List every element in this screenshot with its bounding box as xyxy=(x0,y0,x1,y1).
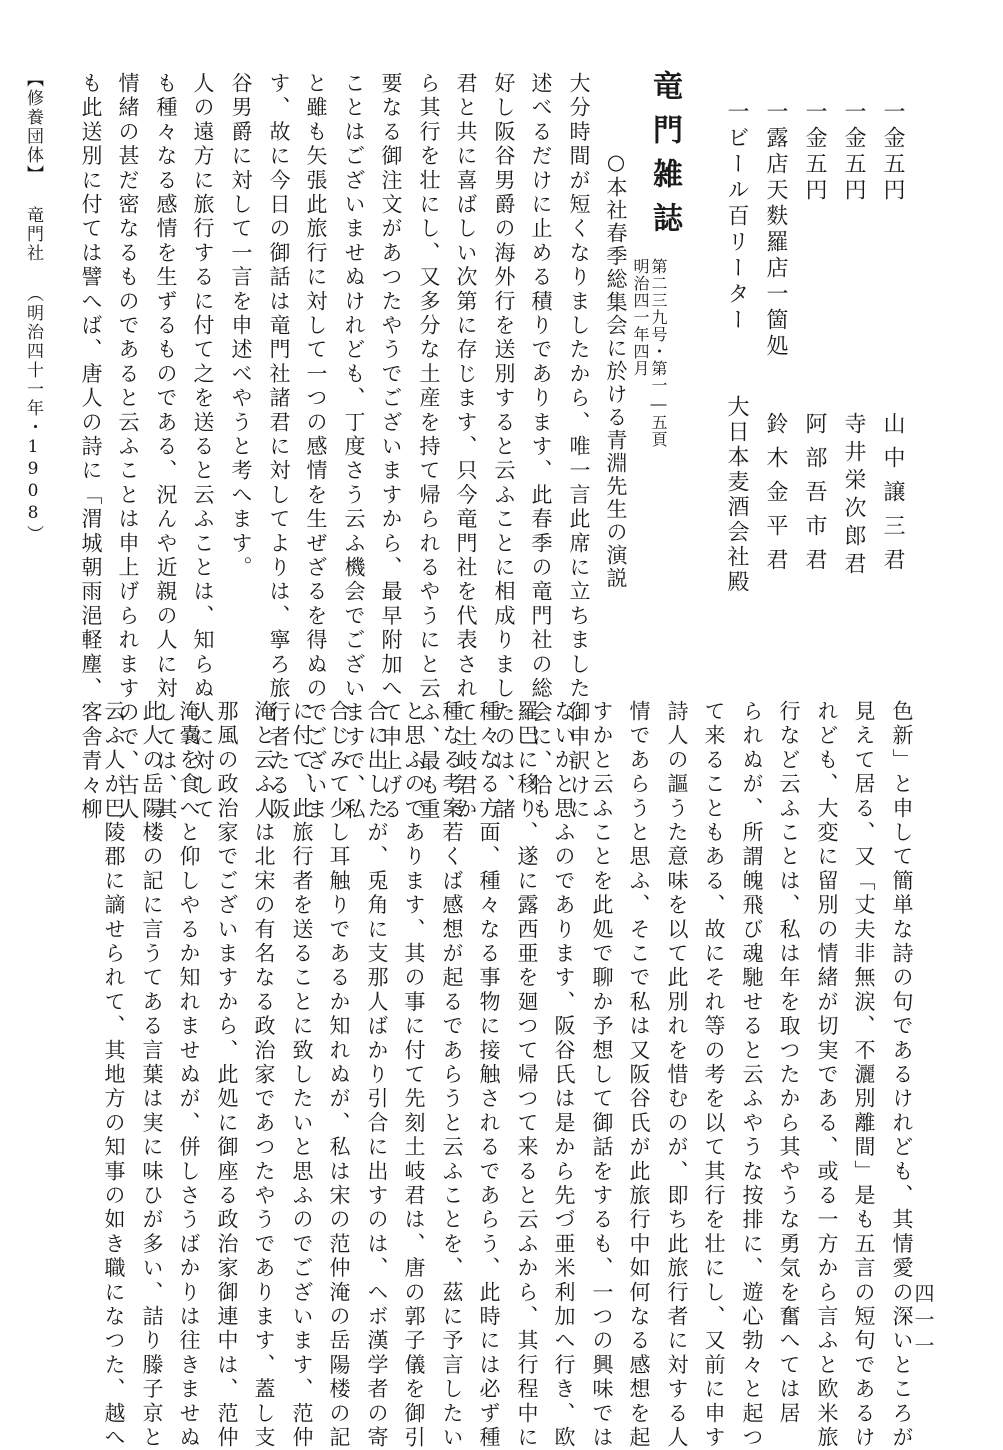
magazine-date: 明治四一年四月 xyxy=(631,258,650,377)
text-line: 行など云ふことは、私は年を取つたから其やうな勇気を奮へては居 xyxy=(777,700,801,1426)
text-line: も種々なる感情を生ずるものである、況んや近親の人に対しては、其 xyxy=(154,72,178,823)
text-line: 好し阪谷男爵の海外行を送別すると云ふことに相成りましたのは、諸 xyxy=(492,72,516,823)
text-line: れども、大変に留別の情緒が切実である、或る一方から言ふと欧米旅 xyxy=(815,700,839,1450)
donor-item: 一露店天麩羅店一箇処 xyxy=(763,100,788,360)
text-line: 情であらうと思ふ、そこで私は又阪谷氏が此旅行中如何なる感想を起 xyxy=(627,700,651,1450)
text-line: 大分時間が短くなりましたから、唯一言此席に立ちました御申訳けに xyxy=(567,72,591,823)
text-line: も此送別に付ては譬へば、唐人の詩に「渭城朝雨浥軽塵、客舎青々柳 xyxy=(79,72,103,823)
text-line: られぬが、所謂魄飛び魂馳せると云ふやうな按排に、遊心勃々と起つ xyxy=(740,700,764,1450)
text-line: て来ることもある、故にそれ等の考を以て其行を壮にし、又前に申す xyxy=(702,700,726,1450)
text-line: 種々なる方面、種々なる事物に接触されるであらう、此時には必ず種 xyxy=(477,700,501,1450)
text-line: 要なる御注文があつたやうでございますから、最早附加へて申上げる xyxy=(379,72,403,823)
donor-item: 一金五円 xyxy=(880,100,905,204)
text-line: 淹と云ふ人は北宋の有名なる政治家であつたやうであります、蓋し支 xyxy=(252,700,276,1450)
donor-item: 一金五円 xyxy=(802,100,827,204)
text-line: 人の遠方に旅行するに付て之を送ると云ふことは、知らぬ人に対して xyxy=(191,72,215,823)
text-line: 述べるだけに止める積りであります、此春季の竜門社の総会に、恰も xyxy=(529,72,553,823)
text-line: ないかと思ふのであります、阪谷氏は是から先づ亜米利加へ行き、欧 xyxy=(552,700,576,1450)
donor-name: 大日本麦酒会社殿 xyxy=(724,395,749,595)
article-subtitle: ○本社春季総集会に於ける青淵先生の演説 xyxy=(604,150,628,590)
text-line: と思ふのであります、其の事に付て先刻土岐君は、唐の郭子儀を御引 xyxy=(402,700,426,1450)
text-line: と雖も矢張此旅行に対して一つの感情を生ぜざるを得ぬのでございま xyxy=(304,72,328,823)
text-line: す、故に今日の御話は竜門社諸君に対してよりは、寧ろ旅行者たる阪 xyxy=(267,72,291,823)
text-line: 色新」と申して簡単な詩の句であるけれども、其情愛の深いところが xyxy=(890,700,914,1450)
donor-name: 山中譲三君 xyxy=(880,412,905,582)
text-line: 合じみて少し耳触りであるか知れぬが、私は宋の范仲淹の岳陽楼の記 xyxy=(327,700,351,1450)
donor-item: 一金五円 xyxy=(841,100,866,204)
text-line: 那風の政治家でございますから、此処に御座る政治家御連中は、范仲 xyxy=(215,700,239,1450)
text-line: 淹嚢を食へと仰しやるか知れませぬが、併しさうばかりは往きませぬ xyxy=(177,700,201,1450)
text-line: ことはございませぬけれども、丁度さう云ふ機会でございますで、私 xyxy=(342,72,366,823)
text-line: 此人の岳陽楼の記に言うてある言葉は実に味ひが多い、詰り滕子京と xyxy=(140,700,164,1450)
text-line: 羅巴に移り、遂に露西亜を廻つて帰つて来ると云ふから、其行程中に xyxy=(515,700,539,1450)
text-line: 詩人の謳うた意味を以て此別れを惜むのが、即ち此旅行者に対する人 xyxy=(665,700,689,1450)
magazine-issue: 第二三九号・第一―五頁 xyxy=(649,258,668,448)
magazine-title: 竜門雑誌 xyxy=(647,70,682,246)
text-line: 種なる考案若くば感想が起るであらうと云ふことを、茲に予言したい xyxy=(440,700,464,1450)
text-line: 谷男爵に対して一言を申述べやうと考へます。 xyxy=(229,72,253,581)
donor-item: 一ビール百リーター xyxy=(724,100,749,334)
text-line: すかと云ふことを此処で聊か予想して御話をするも、一つの興味では xyxy=(590,700,614,1450)
page-number: 四一一 xyxy=(911,1283,935,1361)
donor-name: 阿部吾市君 xyxy=(802,412,827,582)
text-line: ら其行を壮にし、又多分な土産を持て帰られるやうにと云ふ、最も重 xyxy=(417,72,441,823)
text-line: 見えて居る、又「丈夫非無涙、不灑別離間」是も五言の短句であるけ xyxy=(852,700,876,1450)
text-line: 君と共に喜ばしい次第に存じます、只今竜門社を代表されて土岐君か xyxy=(454,72,478,823)
donor-name: 寺井栄次郎君 xyxy=(841,412,866,580)
text-line: 合に出したが、兎角に支那人ばかり引合に出すのは、ヘボ漢学者の寄 xyxy=(365,700,389,1450)
text-line: 云ふ人が巴陵郡に謫せられて、其地方の知事の如き職になつた、越へ xyxy=(102,700,126,1450)
running-footer: 【修養団体】 竜門社 （明治四十一年・1908） xyxy=(23,70,43,544)
text-line: 情緒の甚だ密なるものであると云ふことは申上げられますので、古人 xyxy=(116,72,140,823)
donor-name: 鈴木金平君 xyxy=(763,412,788,582)
text-line: に付て、此旅行者を送ることに致したいと思ふのでございます、范仲 xyxy=(290,700,314,1450)
